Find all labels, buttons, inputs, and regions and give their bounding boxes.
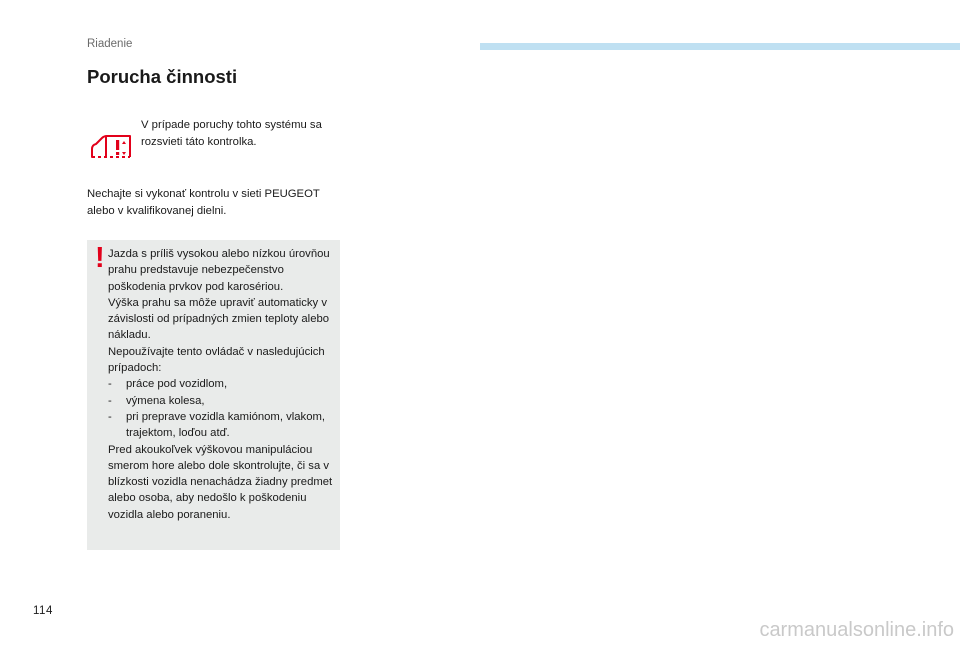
warning-list-item: - pri preprave vozidla kamiónom, vlakom, trajektom, loďou atď. <box>108 409 336 442</box>
section-label: Riadenie <box>87 38 133 50</box>
warning-paragraph: Nepoužívajte tento ovládač v nasledujúcich prípadoch: <box>108 345 325 375</box>
warning-list-item: - výmena kolesa, <box>108 393 336 409</box>
warning-paragraph: Výška prahu sa môže upraviť automaticky v závislosti od prípadných zmien teploty alebo nákladu. <box>108 296 330 342</box>
warning-paragraph: Jazda s príliš vysokou alebo nízkou úrovňou prahu predstavuje nebezpečenstvo poškodenia prvkov pod karosériou. <box>108 248 330 293</box>
warning-closing: Pred akoukoľvek výškovou manipuláciou smerom hore alebo dole skontrolujte, či sa v blízkosti vozidla nenachádza žiadny predmet alebo osoba, aby nedošlo k poškodeniu vozidla alebo poraneniu. <box>108 443 333 521</box>
warning-box <box>87 240 340 550</box>
service-instruction: Nechajte si vykonať kontrolu v sieti PEUGEOT alebo v kvalifikovanej dielni. <box>87 188 320 217</box>
page-title: Porucha činnosti <box>87 66 238 87</box>
lamp-description: V prípade poruchy tohto systému sa rozsvieti táto kontrolka. <box>141 119 322 148</box>
warning-list <box>108 376 336 441</box>
page-number: 114 <box>33 605 53 617</box>
warning-content <box>108 246 336 523</box>
warning-exclamation-icon: ! <box>95 242 105 274</box>
warning-list-item: - práce pod vozidlom, <box>108 376 336 392</box>
header-bar <box>480 43 960 50</box>
lowering-system-warning-lamp-icon <box>90 133 134 161</box>
watermark: carmanualsonline.info <box>759 619 954 641</box>
